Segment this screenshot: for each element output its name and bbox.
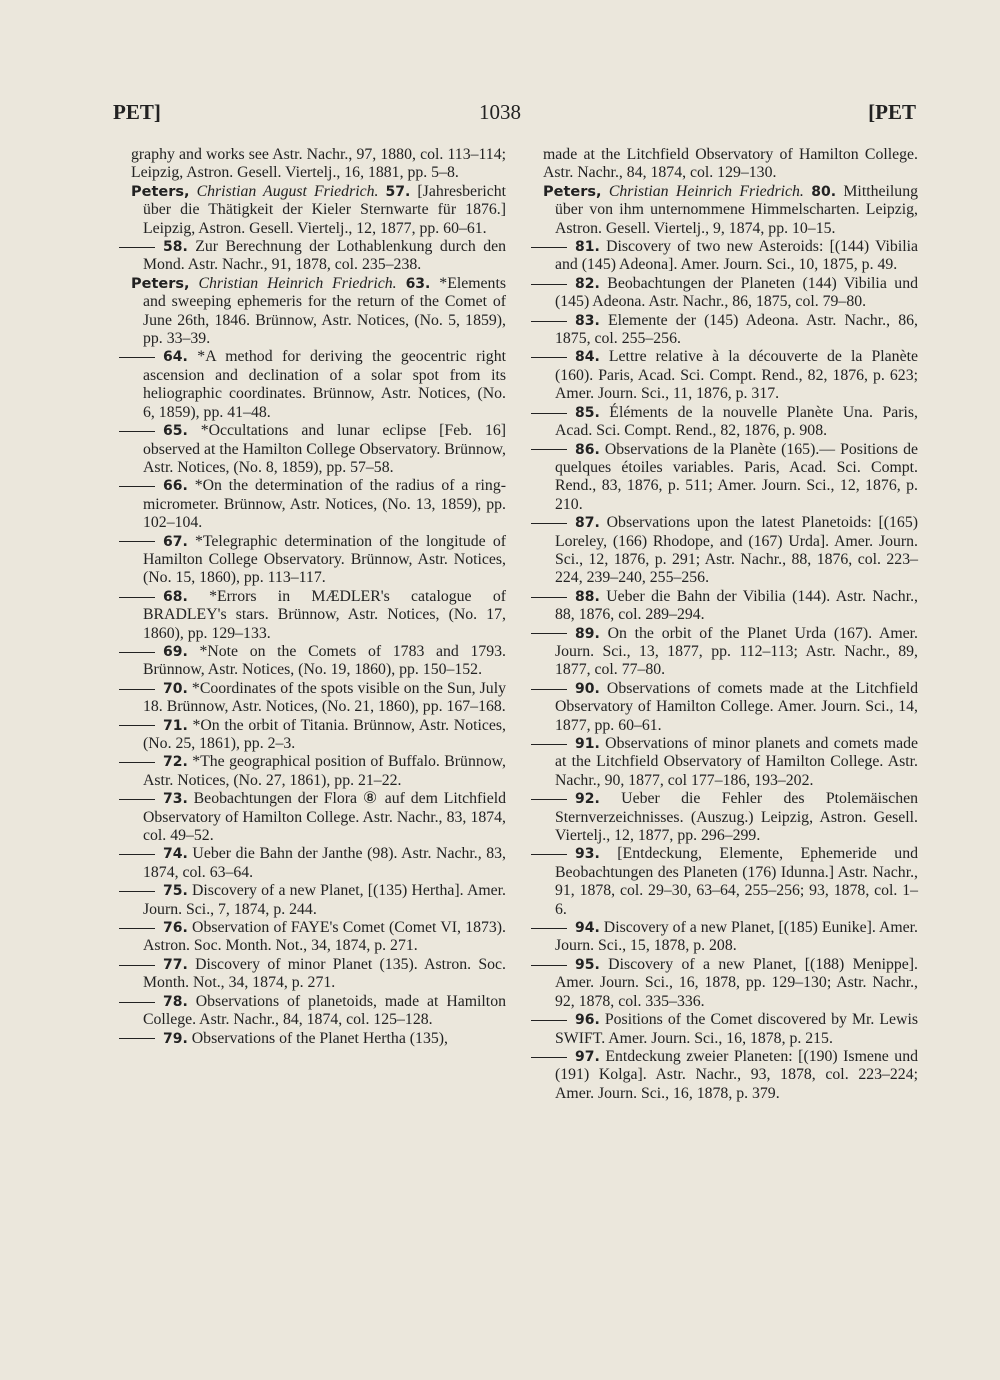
entry-number: 75. [163, 883, 188, 900]
bibliography-entry [543, 404, 918, 441]
entry-number: 97. [575, 1048, 600, 1065]
entry-number: 72. [163, 754, 188, 771]
entry-citation: graphy and works see Astr. Nachr., 97, 1880, col. 113–114; Leipzig, Astron. Gesell. Viertelj., 16, 1881, pp. 5–8. [131, 146, 506, 182]
entry-citation: Entdeckung zweier Planeten: [(190) Ismene und (191) Kolga]. Astr. Nachr., 93, 1878, col. 223–224; Amer. Journ. Sci., 16, 1878, p. 379. [555, 1047, 918, 1102]
entry-citation: Observation of FAYE's Comet (Comet VI, 1873). Astron. Soc. Month. Not., 34, 1874, p. 271. [143, 919, 507, 955]
bibliography-entry [131, 588, 506, 643]
ditto-dash [119, 762, 155, 763]
bibliography-entry [543, 956, 918, 1011]
entry-citation: Observations of the Planet Hertha (135), [191, 1029, 448, 1047]
entry-number: 87. [575, 515, 600, 532]
entry-citation: Positions of the Comet discovered by Mr. Lewis SWIFT. Amer. Journ. Sci., 16, 1878, p. 215. [555, 1011, 918, 1047]
ditto-dash [531, 1057, 567, 1058]
entry-citation: *Coordinates of the spots visible on the Sun, July 18. Brünnow, Astr. Notices, (No. 21, 1860), pp. 167–168. [143, 679, 506, 716]
entry-number: 89. [575, 625, 600, 642]
entry-number: 73. [163, 791, 188, 808]
entry-citation: *Elements and sweeping ephemeris for the return of the Comet of June 26th, 1846. Brünnow, Astr. Notices, (No. 5, 1859), pp. 33–39. [143, 274, 506, 348]
ditto-dash [119, 247, 155, 248]
ditto-dash [531, 744, 567, 745]
entry-number: 79. [163, 1030, 188, 1047]
entry-number: 93. [575, 846, 600, 863]
entry-citation: *Note on the Comets of 1783 and 1793. Brünnow, Astr. Notices, (No. 19, 1860), pp. 150–152. [143, 642, 506, 679]
entry-number: 88. [575, 588, 600, 605]
entry-citation: Discovery of two new Asteroids: [(144) Vibilia and (145) Adeona]. Amer. Journ. Sci., 10, 1875, p. 49. [555, 238, 918, 274]
ditto-dash [119, 431, 155, 432]
bibliography-entry [131, 753, 506, 790]
bibliography-entry [131, 238, 506, 275]
bibliography-entry [131, 845, 506, 882]
entry-citation: *Errors in MÆDLER's catalogue of BRADLEY's stars. Brünnow, Astr. Notices, (No. 17, 1860), pp. 129–133. [143, 587, 507, 642]
entry-citation: Discovery of minor Planet (135). Astron. Soc. Month. Not., 34, 1874, p. 271. [143, 955, 507, 992]
entry-citation: Observations de la Planète (165).— Positions de quelques étoiles variables. Paris, Acad. Sci. Compt. Rend., 83, 1876, p. 511; Amer. Journ. Sci., 12, 1876, p. 210. [555, 440, 918, 513]
bibliography-entry [543, 1048, 918, 1103]
ditto-dash [531, 284, 567, 285]
bibliography-entry [131, 717, 506, 754]
entry-number: 90. [575, 680, 600, 697]
ditto-dash [119, 689, 155, 690]
bibliography-entry [543, 735, 918, 790]
entry-citation: Lettre relative à la découverte de la Planète (160). Paris, Acad. Sci. Compt. Rend., 82, 1876, p. 623; Amer. Journ. Sci., 11, 1876, p. 317. [555, 348, 918, 403]
bibliography-entry [131, 956, 506, 993]
entry-number: 85. [575, 404, 600, 421]
ditto-dash [531, 1020, 567, 1021]
ditto-dash [531, 321, 567, 322]
entry-citation: *The geographical position of Buffalo. Brünnow, Astr. Notices, (No. 27, 1861), pp. 21–22. [143, 753, 506, 789]
entry-number: 81. [575, 239, 600, 256]
entry-citation: Discovery of a new Planet, [(185) Eunike]. Amer. Journ. Sci., 15, 1878, p. 208. [555, 919, 918, 955]
entry-citation: Observations of minor planets and comets made at the Litchfield Observatory of Hamilton College. Astr. Nachr., 90, 1877, col 177–186, 193–202. [555, 735, 919, 789]
left-column [131, 146, 506, 1048]
bibliography-entry [131, 183, 506, 238]
bibliography-entry [543, 441, 918, 515]
entry-number: 76. [163, 920, 188, 937]
bibliography-entry [543, 919, 918, 956]
entry-citation: Beobachtungen der Planeten (144) Vibilia und (145) Adeona. Astr. Nachr., 86, 1875, col. 79–80. [555, 274, 918, 311]
bibliography-entry [543, 183, 918, 238]
bibliography-entry [131, 422, 506, 477]
ditto-dash [531, 928, 567, 929]
author-surname: Peters, [131, 275, 190, 292]
ditto-dash [531, 247, 567, 248]
bibliography-entry [543, 845, 918, 919]
entry-number: 64. [163, 349, 188, 366]
entry-number: 65. [163, 423, 188, 440]
bibliography-entry [543, 790, 918, 845]
ditto-dash [119, 541, 155, 542]
entry-citation: [Jahresbericht über die Thätigkeit der Kieler Sternwarte für 1876.] Leipzig, Astron. Gesell. Viertelj., 12, 1877, pp. 60–61. [143, 182, 507, 237]
entry-number: 63. [405, 275, 431, 292]
ditto-dash [531, 799, 567, 800]
ditto-dash [119, 1038, 155, 1039]
entry-number: 67. [163, 533, 188, 550]
ditto-dash [119, 928, 155, 929]
ditto-dash [531, 597, 567, 598]
entry-number: 92. [575, 791, 600, 808]
entry-number: 69. [163, 643, 188, 660]
entry-citation: Ueber die Fehler des Ptolemäischen Sternverzeichnisses. (Auszug.) Leipzig, Astron. Gesell. Viertelj., 12, 1877, pp. 296–299. [555, 790, 918, 845]
entry-number: 71. [163, 717, 188, 734]
entry-citation: [Entdeckung, Elemente, Ephemeride und Beobachtungen des Planeten (176) Idunna.] Astr. Nachr., 91, 1878, col. 29–30, 63–64, 255–256; 93, 1878, col. 1–6. [555, 845, 918, 918]
ditto-dash [531, 413, 567, 414]
ditto-dash [531, 689, 567, 690]
author-given-names: Christian Heinrich Friedrich. [198, 274, 397, 292]
bibliography-entry [131, 790, 506, 845]
entry-citation: Observations of comets made at the Litchfield Observatory of Hamilton College. Amer. Journ. Sci., 14, 1877, pp. 60–61. [555, 679, 918, 734]
bibliography-entry [543, 146, 918, 183]
entry-number: 91. [575, 736, 600, 752]
entry-number: 74. [163, 846, 188, 863]
ditto-dash [119, 799, 155, 800]
entry-number: 94. [575, 920, 600, 937]
bibliography-entry [543, 238, 918, 275]
page-number: 1038 [479, 100, 521, 124]
ditto-dash [119, 597, 155, 598]
bibliography-entry [543, 588, 918, 625]
entry-citation: Ueber die Bahn der Vibilia (144). Astr. Nachr., 88, 1876, col. 289–294. [555, 587, 918, 624]
bibliography-entry [131, 146, 506, 183]
entry-number: 57. [385, 183, 411, 200]
entry-number: 78. [163, 993, 188, 1010]
author-given-names: Christian Heinrich Friedrich. [608, 182, 804, 200]
entry-citation: *Occultations and lunar eclipse [Feb. 16] observed at the Hamilton College Observatory. Brünnow, Astr. Notices, (No. 8, 1859), pp. 57–58. [143, 422, 507, 476]
bibliography-entry [131, 477, 506, 532]
entry-citation: Discovery of a new Planet, [(135) Hertha]. Amer. Journ. Sci., 7, 1874, p. 244. [143, 882, 506, 918]
right-column [543, 146, 918, 1103]
bibliography-entry [131, 348, 506, 422]
bibliography-entry [543, 680, 918, 735]
bibliography-entry [543, 312, 918, 349]
ditto-dash [531, 449, 567, 450]
entry-citation: Zur Berechnung der Lothablenkung durch den Mond. Astr. Nachr., 91, 1878, col. 235–238. [143, 238, 507, 274]
entry-citation: Beobachtungen der Flora ⑧ auf dem Litchfield Observatory of Hamilton College. Astr. Nachr., 83, 1874, col. 49–52. [143, 790, 506, 845]
ditto-dash [119, 357, 155, 358]
ditto-dash [531, 965, 567, 966]
entry-number: 77. [163, 956, 188, 973]
running-head-right: [PET [868, 100, 916, 124]
entry-citation: Ueber die Bahn der Janthe (98). Astr. Nachr., 83, 1874, col. 63–64. [143, 845, 506, 881]
entry-citation: Discovery of a new Planet, [(188) Menippe]. Amer. Journ. Sci., 16, 1878, pp. 129–130; Astr. Nachr., 92, 1878, col. 335–336. [555, 955, 918, 1010]
entry-citation: *Telegraphic determination of the longitude of Hamilton College Observatory. Brünnow, Astr. Notices, (No. 15, 1860), pp. 113–117. [143, 532, 506, 587]
bibliography-entry [543, 625, 918, 680]
entry-citation: Elemente der (145) Adeona. Astr. Nachr., 86, 1875, col. 255–256. [555, 311, 918, 348]
bibliography-entry [131, 275, 506, 349]
ditto-dash [119, 652, 155, 653]
bibliography-entry [543, 348, 918, 403]
entry-number: 58. [163, 239, 188, 256]
bibliography-entry [131, 533, 506, 588]
entry-citation: Mittheilung über von ihm unternommene Himmelscharten. Leipzig, Astron. Gesell. Viertelj., 9, 1874, pp. 10–15. [555, 182, 918, 237]
entry-number: 68. [163, 588, 188, 605]
author-given-names: Christian August Friedrich. [196, 182, 379, 200]
bibliography-entry [131, 882, 506, 919]
entry-citation: *On the orbit of Titania. Brünnow, Astr. Notices, (No. 25, 1861), pp. 2–3. [143, 716, 506, 752]
entry-number: 96. [575, 1012, 600, 1029]
running-head-left: PET] [113, 100, 161, 124]
entry-number: 70. [163, 680, 188, 697]
ditto-dash [531, 633, 567, 634]
entry-number: 84. [575, 349, 600, 366]
ditto-dash [531, 357, 567, 358]
entry-citation: Éléments de la nouvelle Planète Una. Paris, Acad. Sci. Compt. Rend., 82, 1876, p. 908. [555, 403, 918, 440]
ditto-dash [119, 1002, 155, 1003]
entry-citation: On the orbit of the Planet Urda (167). Amer. Journ. Sci., 13, 1877, pp. 112–113; Astr. Nachr., 89, 1877, col. 77–80. [555, 624, 918, 679]
entry-number: 83. [575, 312, 600, 329]
entry-number: 80. [811, 183, 837, 200]
entry-citation: *A method for deriving the geocentric right ascension and declination of a solar spot from its heliographic coordinates. Brünnow, Astr. Notices, (No. 6, 1859), pp. 41–48. [143, 348, 506, 421]
entry-citation: *On the determination of the radius of a ring-micrometer. Brünnow, Astr. Notices, (No. 13, 1859), pp. 102–104. [143, 477, 506, 532]
bibliography-entry [131, 1030, 506, 1048]
ditto-dash [119, 965, 155, 966]
entry-number: 82. [575, 275, 600, 292]
bibliography-entry [543, 1011, 918, 1048]
bibliography-entry [131, 993, 506, 1030]
author-surname: Peters, [131, 183, 190, 200]
entry-number: 66. [163, 478, 188, 495]
entry-citation: made at the Litchfield Observatory of Hamilton College. Astr. Nachr., 84, 1874, col. 129–130. [543, 146, 918, 182]
bibliography-entry [131, 680, 506, 717]
bibliography-entry [543, 275, 918, 312]
entry-number: 95. [575, 956, 600, 973]
ditto-dash [119, 891, 155, 892]
bibliography-entry [543, 514, 918, 588]
ditto-dash [531, 854, 567, 855]
author-surname: Peters, [543, 183, 602, 200]
ditto-dash [531, 523, 567, 524]
bibliography-entry [131, 643, 506, 680]
entry-number: 86. [575, 441, 600, 458]
ditto-dash [119, 854, 155, 855]
entry-citation: Observations upon the latest Planetoids: [(165) Loreley, (166) Rhodope, and (167) Urda]. Amer. Journ. Sci., 12, 1876, p. 291; Astr. Nachr., 88, 1876, col. 223–224, 239–240, 255–256. [555, 514, 918, 587]
bibliography-entry [131, 919, 506, 956]
entry-citation: Observations of planetoids, made at Hamilton College. Astr. Nachr., 84, 1874, col. 125–128. [143, 992, 506, 1029]
ditto-dash [119, 725, 155, 726]
ditto-dash [119, 486, 155, 487]
